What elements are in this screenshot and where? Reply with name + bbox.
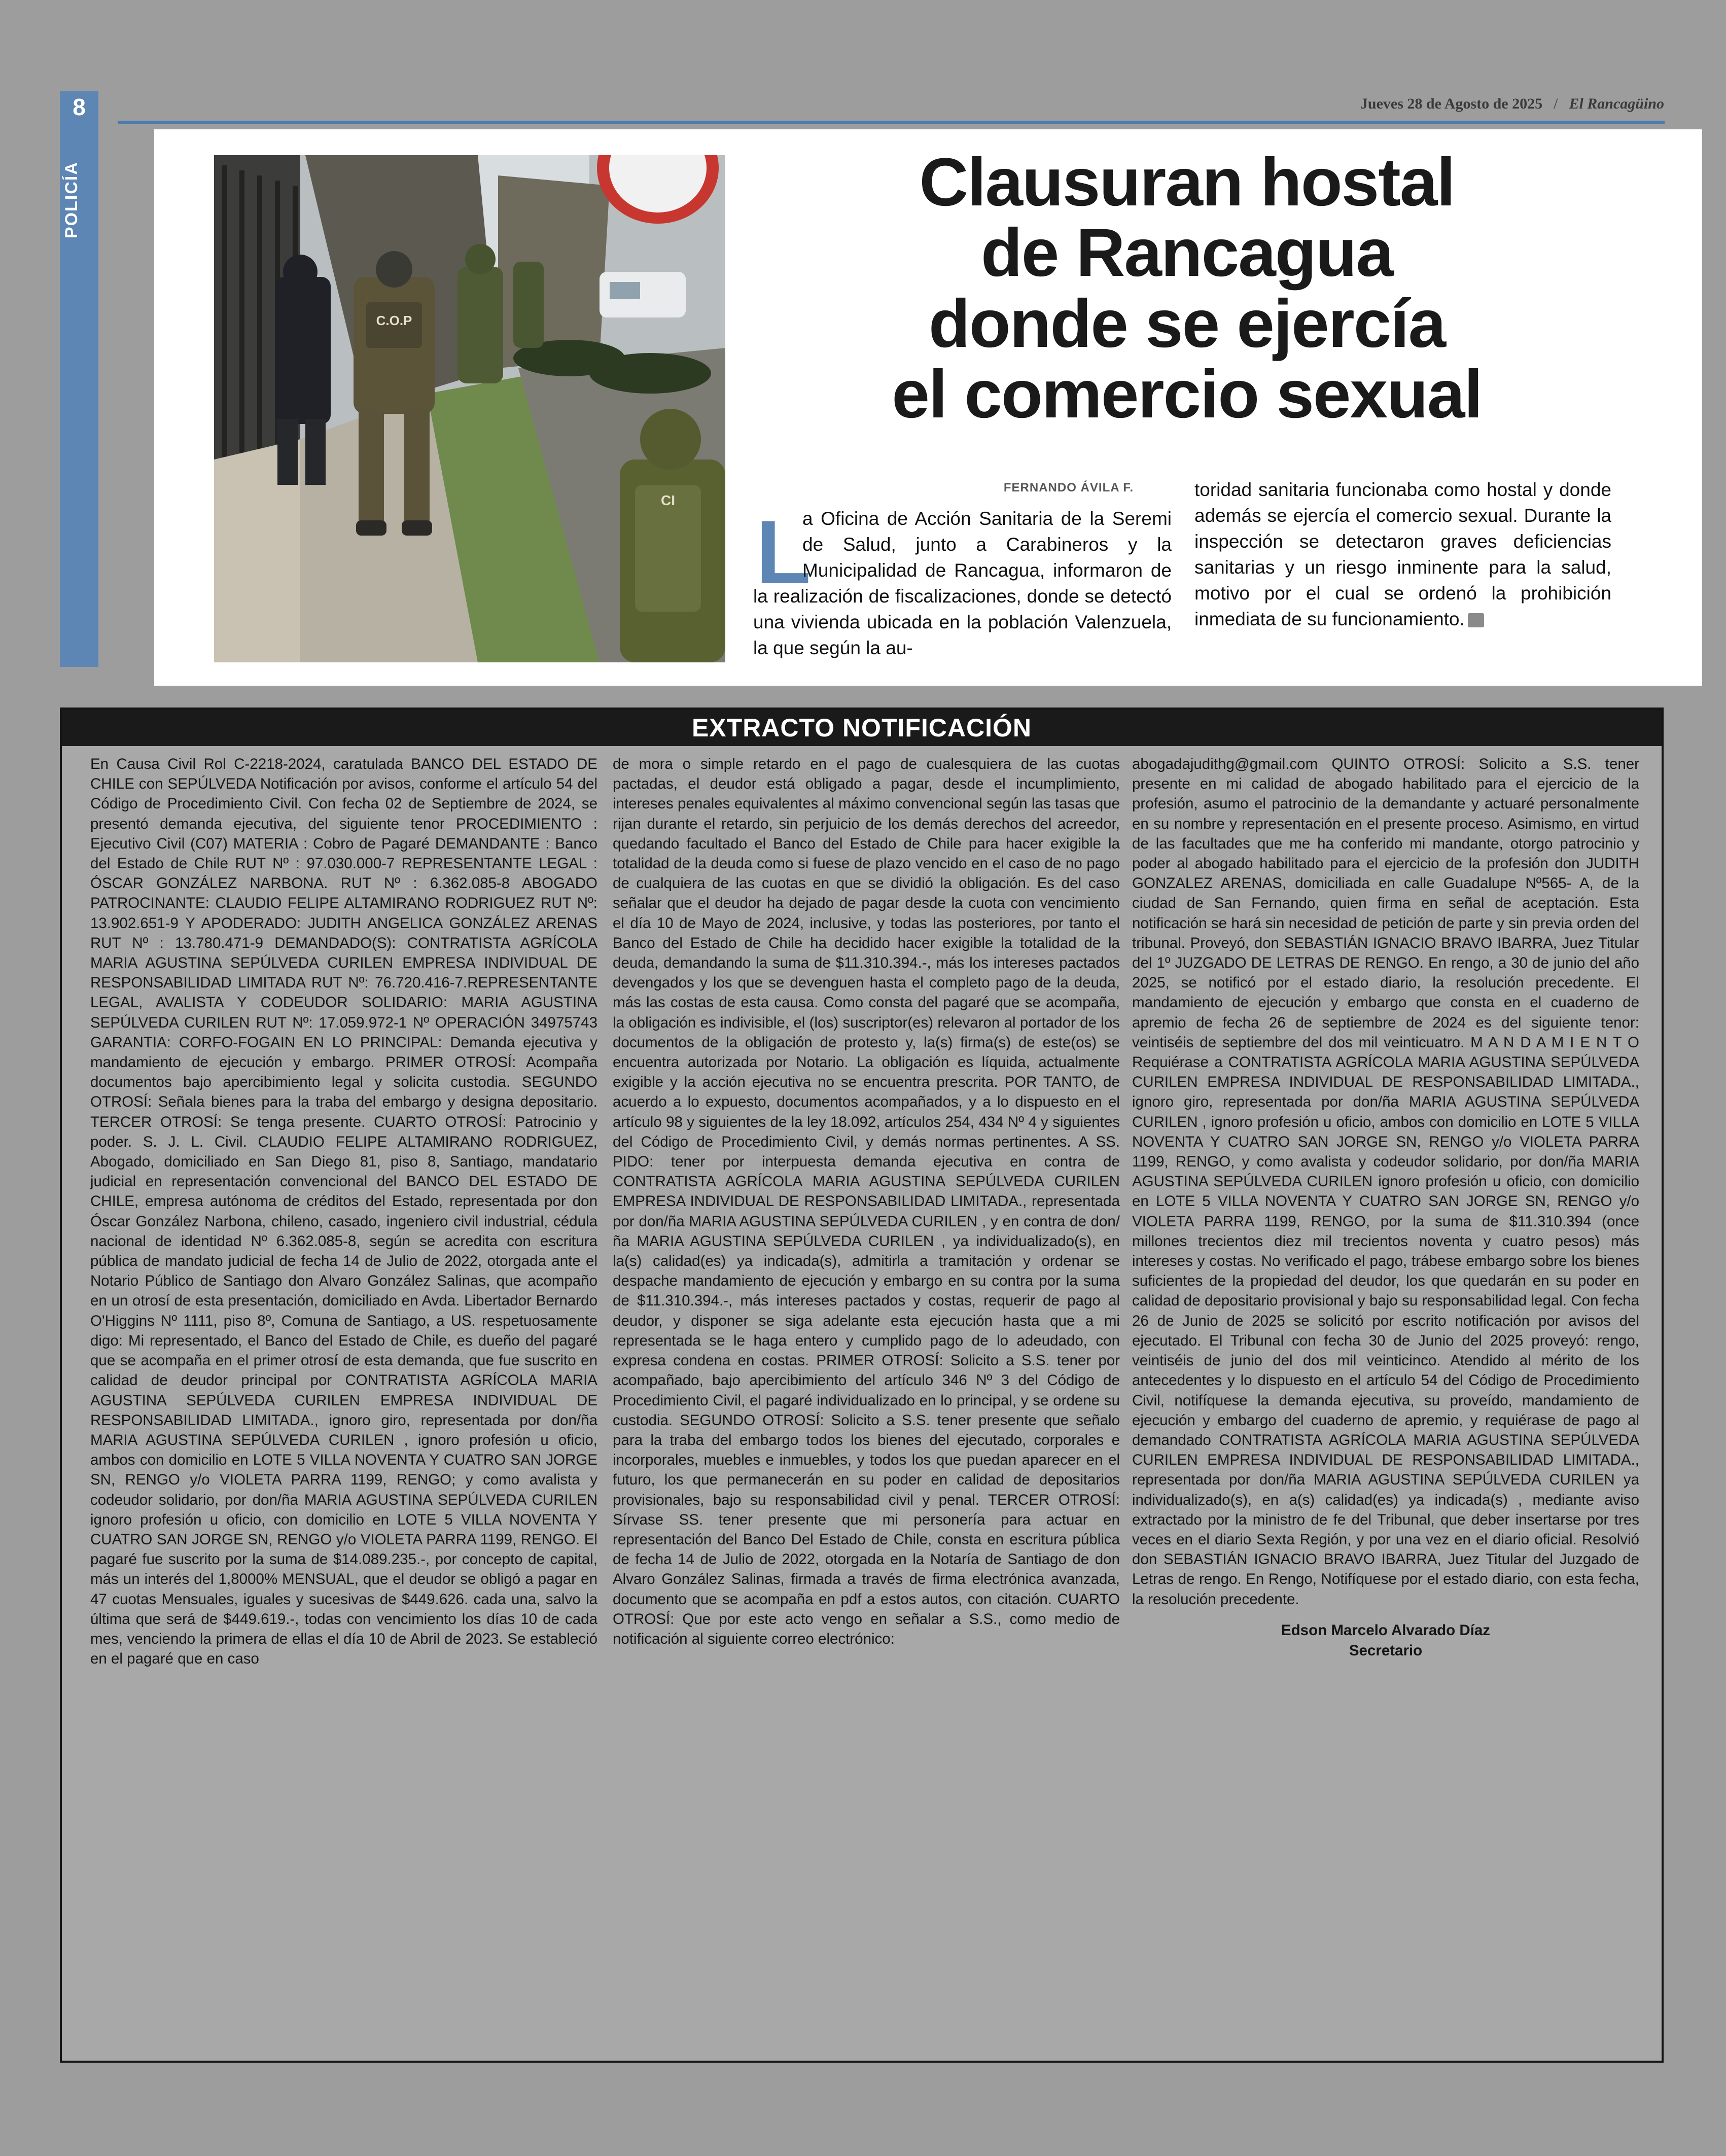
article-lead-column-1: [753, 502, 1172, 661]
notice-title: EXTRACTO NOTIFICACIÓN: [62, 710, 1662, 746]
article-lead-column-2: [1194, 477, 1611, 632]
notice-column-3-text: abogadajudithg@gmail.com QUINTO OTROSÍ: Solicito a S.S. tener presente en mi calidad de abogado habilitado para el ejercicio de la profesión, asumo el patrocinio de la demandante y actuaré personalmente en su nombre y representación en el presente proceso. Asimismo, en virtud de las facultades que me ha conferido mi mandante, otorgo patrocinio y poder al abogado habilitado para el ejercicio de la profesión don JUDITH GONZALEZ ARENAS, domiciliada en calle Guadalupe Nº565- A, de la ciudad de San Fernando, quien firma en señal de aceptación. Esta notificación se hará sin necesidad de petición de parte y sin previa orden del tribunal. Proveyó, don SEBASTIÁN IGNACIO BRAVO IBARRA, Juez Titular del 1º JUZGADO DE LETRAS DE RENGO. En rengo, a 30 de junio del año 2025, se notificó por el estado diario, la resolución precedente. El mandamiento de ejecución y embargo que consta en el cuaderno de apremio de fecha 26 de septiembre de 2024 es del siguiente tenor: veintiséis de septiembre del dos mil veinticuatro. M A N D A M I E N T O Requiérase a CONTRATISTA AGRÍCOLA MARIA AGUSTINA SEPÚLVEDA CURILEN EMPRESA INDIVIDUAL DE RESPONSABILIDAD LIMITADA., ignoro giro, representada por don/ña MARIA AGUSTINA SEPÚLVEDA CURILEN , ignoro profesión u oficio, ambos con domicilio en LOTE 5 VILLA NOVENTA Y CUATRO SAN JORGE SN, RENGO y/o VIOLETA PARRA 1199, RENGO, y como avalista y codeudor solidario, por don/ña MARIA AGUSTINA SEPÚLVEDA CURILEN ignoro profesión u oficio, con domicilio en LOTE 5 VILLA NOVENTA Y CUATRO SAN JORGE SN, RENGO y/o VIOLETA PARRA 1199, RENGO, por la suma de $11.310.394 (once millones trecientos diez mil trecientos noventa y cuatro pesos) más intereses y costas. No verificado el pago, trábese embargo sobre los bienes suficientes de la propiedad del deudor, los que quedarán en su poder en calidad de depositario provisional y bajo su responsabilidad legal. Con fecha 26 de Junio de 2025 se solicitó por escrito notificación por avisos del ejecutado. El Tribunal con fecha 30 de Junio del 2025 proveyó: rengo, veintiséis de junio del dos mil veinticinco. Atendido al mérito de los antecedentes y lo dispuesto en el artículo 54 del Código de Procedimiento Civil, notifíquese la demanda ejecutiva, su proveído, mandamiento de ejecución y embargo del cuaderno de apremio, y requiérase de pago al demandado CONTRATISTA AGRÍCOLA MARIA AGUSTINA SEPÚLVEDA CURILEN EMPRESA INDIVIDUAL DE RESPONSABILIDAD LIMITADA., representada por don/ña MARIA AGUSTINA SEPÚLVEDA CURILEN ya individualizado(s), en a(s) calidad(es) ya indicada(s) , mediante aviso extractado por la ministro de fe del Tribunal, que deber insertarse por tres veces en el diario Sexta Región, y por una vez en el diario oficial. Resolvió don SEBASTIÁN IGNACIO BRAVO IBARRA, Juez Titular del Juzgado de Letras de rengo. En Rengo, Notifíquese por el estado diario, con esta fecha, la resolución precedente.: [1132, 756, 1639, 1608]
vest-label-ci: CI: [661, 492, 675, 508]
section-label: POLICÍA: [62, 161, 81, 238]
end-of-article-icon: [1468, 613, 1484, 627]
signature-name: Edson Marcelo Alvarado Díaz: [1281, 1621, 1491, 1639]
signature-title: Secretario: [1349, 1642, 1423, 1659]
headline-line: Clausuran hostal: [919, 145, 1455, 220]
notice-column-3: [1132, 754, 1639, 2053]
notice-signature: [1132, 1620, 1639, 1661]
headline-line: de Rancagua: [980, 215, 1393, 291]
notice-column-2: de mora o simple retardo en el pago de cualesquiera de las cuotas pactadas, el deudor está obligado a pagar, desde el incumplimiento, intereses penales equivalentes al máximo convencional según las tasas que rijan durante el retardo, sin perjuicio de los demás derechos del acreedor, quedando facultado el Banco del Estado de Chile para hacer exigible la totalidad de la deuda como si fuese de plazo vencido en el caso de no pago de cualquiera de las cuotas en que se dividió la obligación. Es del caso señalar que el deudor ha dejado de pagar desde la cuota con vencimiento el día 10 de Mayo de 2024, inclusive, y todas las posteriores, por tanto el Banco del Estado de Chile ha decidido hacer exigible la totalidad de la deuda, demandando la suma de $11.310.394.-, más los intereses pactados devengados y los que se devenguen hasta el completo pago de la deuda, más las costas de esta causa. Como consta del pagaré que se acompaña, la obligación es indivisible, el (los) suscriptor(es) relevaron al portador de los documentos de la obligación de protesto y, la(s) firma(s) de este(os) se encuentra autorizada por Notario. La obligación es líquida, actualmente exigible y la acción ejecutiva no se encuentra prescrita. POR TANTO, de acuerdo a lo expuesto, documentos acompañados, y a lo dispuesto en el artículo 98 y siguientes de la ley 18.092, artículos 254, 434 Nº 4 y siguientes del Código de Procedimiento Civil, y demás normas pertinentes. A SS. PIDO: tener por interpuesta demanda ejecutiva en contra de CONTRATISTA AGRÍCOLA MARIA AGUSTINA SEPÚLVEDA CURILEN EMPRESA INDIVIDUAL DE RESPONSABILIDAD LIMITADA., representada por don/ña MARIA AGUSTINA SEPÚLVEDA CURILEN , y en contra de don/ña MARIA AGUSTINA SEPÚLVEDA CURILEN , ya individualizado(s), en la(s) calidad(es) ya indicada(s), admitirla a tramitación y ordenar se despache mandamiento de ejecución y embargo en su contra por la suma de $11.310.394.-, más intereses pactados y costas, requerir de pago al deudor, y disponer se siga adelante esta ejecución hasta que a mi representada se le haga entero y cumplido pago de lo adeudado, con expresa condena en costas. PRIMER OTROSÍ: Solicito a S.S. tener por acompañado, bajo apercibimiento del artículo 346 Nº 3 del Código de Procedimiento Civil, el pagaré individualizado en lo principal, y se ordene su custodia. SEGUNDO OTROSÍ: Solicito a S.S. tener presente que señalo para la traba del embargo todos los bienes del ejecutado, corporales e incorporales, muebles e inmuebles, y todos los que puedan aparecer en el futuro, los que permanecerán en su poder en calidad de depositarios provisionales, bajo su responsabilidad civil y penal. TERCER OTROSÍ: Sírvase SS. tener presente que mi personería para actuar en representación del Banco Del Estado de Chile, consta en escritura pública de fecha 14 de Julio de 2022, otorgada en la Notaría de Santiago de don Alvaro González Salinas, firmada a través de firma electrónica avanzada, documento que se acompaña en pdf a estos autos, con citación. CUARTO OTROSÍ: Que por este acto vengo en señalar a S.S., como medio de notificación al siguiente correo electrónico:: [613, 756, 1120, 1647]
top-rule: [118, 121, 1665, 124]
headline-line: el comercio sexual: [892, 357, 1482, 433]
article-headline: [812, 145, 1562, 433]
article-photo: [214, 155, 725, 662]
vest-label-cop: C.O.P: [376, 313, 412, 328]
masthead: [1360, 95, 1664, 113]
article-lead-text-1: a Oficina de Acción Sanitaria de la Seremi de Salud, junto a Carabineros y la Municipalidad de Rancagua, informaron de la realización de fiscalizaciones, donde se detectó una vivienda ubicada en la población Valenzuela, la que según la au-: [753, 508, 1172, 658]
masthead-separator: /: [1554, 95, 1558, 112]
headline-line: donde se ejercía: [928, 286, 1446, 362]
legal-notice: [60, 708, 1664, 2063]
notice-column-1: En Causa Civil Rol C-2218-2024, caratulada BANCO DEL ESTADO DE CHILE con SEPÚLVEDA Notificación por avisos, conforme el artículo 54 del Código de Procedimiento Civil. Con fecha 02 de Septiembre de 2024, se presentó demanda ejecutiva, del siguiente tenor PROCEDIMIENTO : Ejecutivo Civil (C07) MATERIA : Cobro de Pagaré DEMANDANTE : Banco del Estado de Chile RUT Nº : 97.030.000-7 REPRESENTANTE LEGAL : ÓSCAR GONZÁLEZ NARBONA. RUT Nº : 6.362.085-8 ABOGADO PATROCINANTE: CLAUDIO FELIPE ALTAMIRANO RODRIGUEZ RUT Nº: 13.902.651-9 Y APODERADO: JUDITH ANGELICA GONZÁLEZ ARENAS RUT Nº : 13.780.471-9 DEMANDADO(S): CONTRATISTA AGRÍCOLA MARIA AGUSTINA SEPÚLVEDA CURILEN EMPRESA INDIVIDUAL DE RESPONSABILIDAD LIMITADA RUT Nº: 76.720.416-7.REPRESENTANTE LEGAL, AVALISTA Y CODEUDOR SOLIDARIO: MARIA AGUSTINA SEPÚLVEDA CURILEN RUT Nº: 17.059.972-1 Nº OPERACIÓN 34975743 GARANTIA: CORFO-FOGAIN EN LO PRINCIPAL: Demanda ejecutiva y mandamiento de ejecución y embargo. PRIMER OTROSÍ: Acompaña documentos bajo apercibimiento legal y solicita custodia. SEGUNDO OTROSÍ: Señala bienes para la traba del embargo y designa depositario. TERCER OTROSÍ: Se tenga presente. CUARTO OTROSÍ: Patrocinio y poder. S. J. L. Civil. CLAUDIO FELIPE ALTAMIRANO RODRIGUEZ, Abogado, domiciliado en San Diego 81, piso 8, Santiago, mandatario judicial en representación convencional del BANCO DEL ESTADO DE CHILE, empresa autónoma de créditos del Estado, representada por don Óscar González Narbona, chileno, casado, ingeniero civil industrial, cédula nacional de identidad Nº 6.362.085-8, según se acredita con escritura pública de mandato judicial de fecha 14 de Julio de 2022, otorgada ante el Notario Público de Santiago don Alvaro González Salinas, que acompaño en un otrosí de esta presentación, domiciliado en Avda. Libertador Bernardo O'Higgins Nº 1111, piso 8º, Comuna de Santiago, a US. respetuosamente digo: Mi representado, el Banco del Estado de Chile, es dueño del pagaré que se acompaña en el primer otrosí de esta demanda, que fue suscrito en calidad de deudor principal por CONTRATISTA AGRÍCOLA MARIA AGUSTINA SEPÚLVEDA CURILEN EMPRESA INDIVIDUAL DE RESPONSABILIDAD LIMITADA., ignoro giro, representada por don/ña MARIA AGUSTINA SEPÚLVEDA CURILEN , ignoro profesión u oficio, ambos con domicilio en LOTE 5 VILLA NOVENTA Y CUATRO SAN JORGE SN, RENGO y/o VIOLETA PARRA 1199, RENGO; y como avalista y codeudor solidario, por don/ña MARIA AGUSTINA SEPÚLVEDA CURILEN ignoro profesión u oficio, con domicilio en LOTE 5 VILLA NOVENTA Y CUATRO SAN JORGE SN, RENGO y/o VIOLETA PARRA 1199, RENGO. El pagaré fue suscrito por la suma de $14.089.235.-, por concepto de capital, más un interés del 1,8000% MENSUAL, que el deudor se obligó a pagar en 47 cuotas Mensuales, iguales y sucesivas de $449.626. cada una, salvo la última que será de $449.619.-, todas con vencimiento los días 10 de cada mes, venciendo la primera de ellas el día 10 de Abril de 2023. Se estableció en el pagaré que en caso: [90, 756, 597, 1668]
article-byline: FERNANDO ÁVILA F.: [1003, 481, 1134, 494]
drop-cap: L: [756, 502, 811, 603]
newspaper-name: El Rancagüino: [1569, 95, 1664, 112]
page-number: 8: [73, 94, 86, 120]
drop-cap-spacer: [753, 506, 802, 583]
issue-date: Jueves 28 de Agosto de 2025: [1360, 95, 1543, 112]
article-lead-text-2: toridad sanitaria funcionaba como hostal y donde además se ejercía el comercio sexual. Durante la inspección se detectaron graves deficiencias sanitarias y un riesgo inminente para la salud, motivo por el cual se ordenó la prohibición inmediata de su funcionamiento.: [1194, 479, 1611, 629]
